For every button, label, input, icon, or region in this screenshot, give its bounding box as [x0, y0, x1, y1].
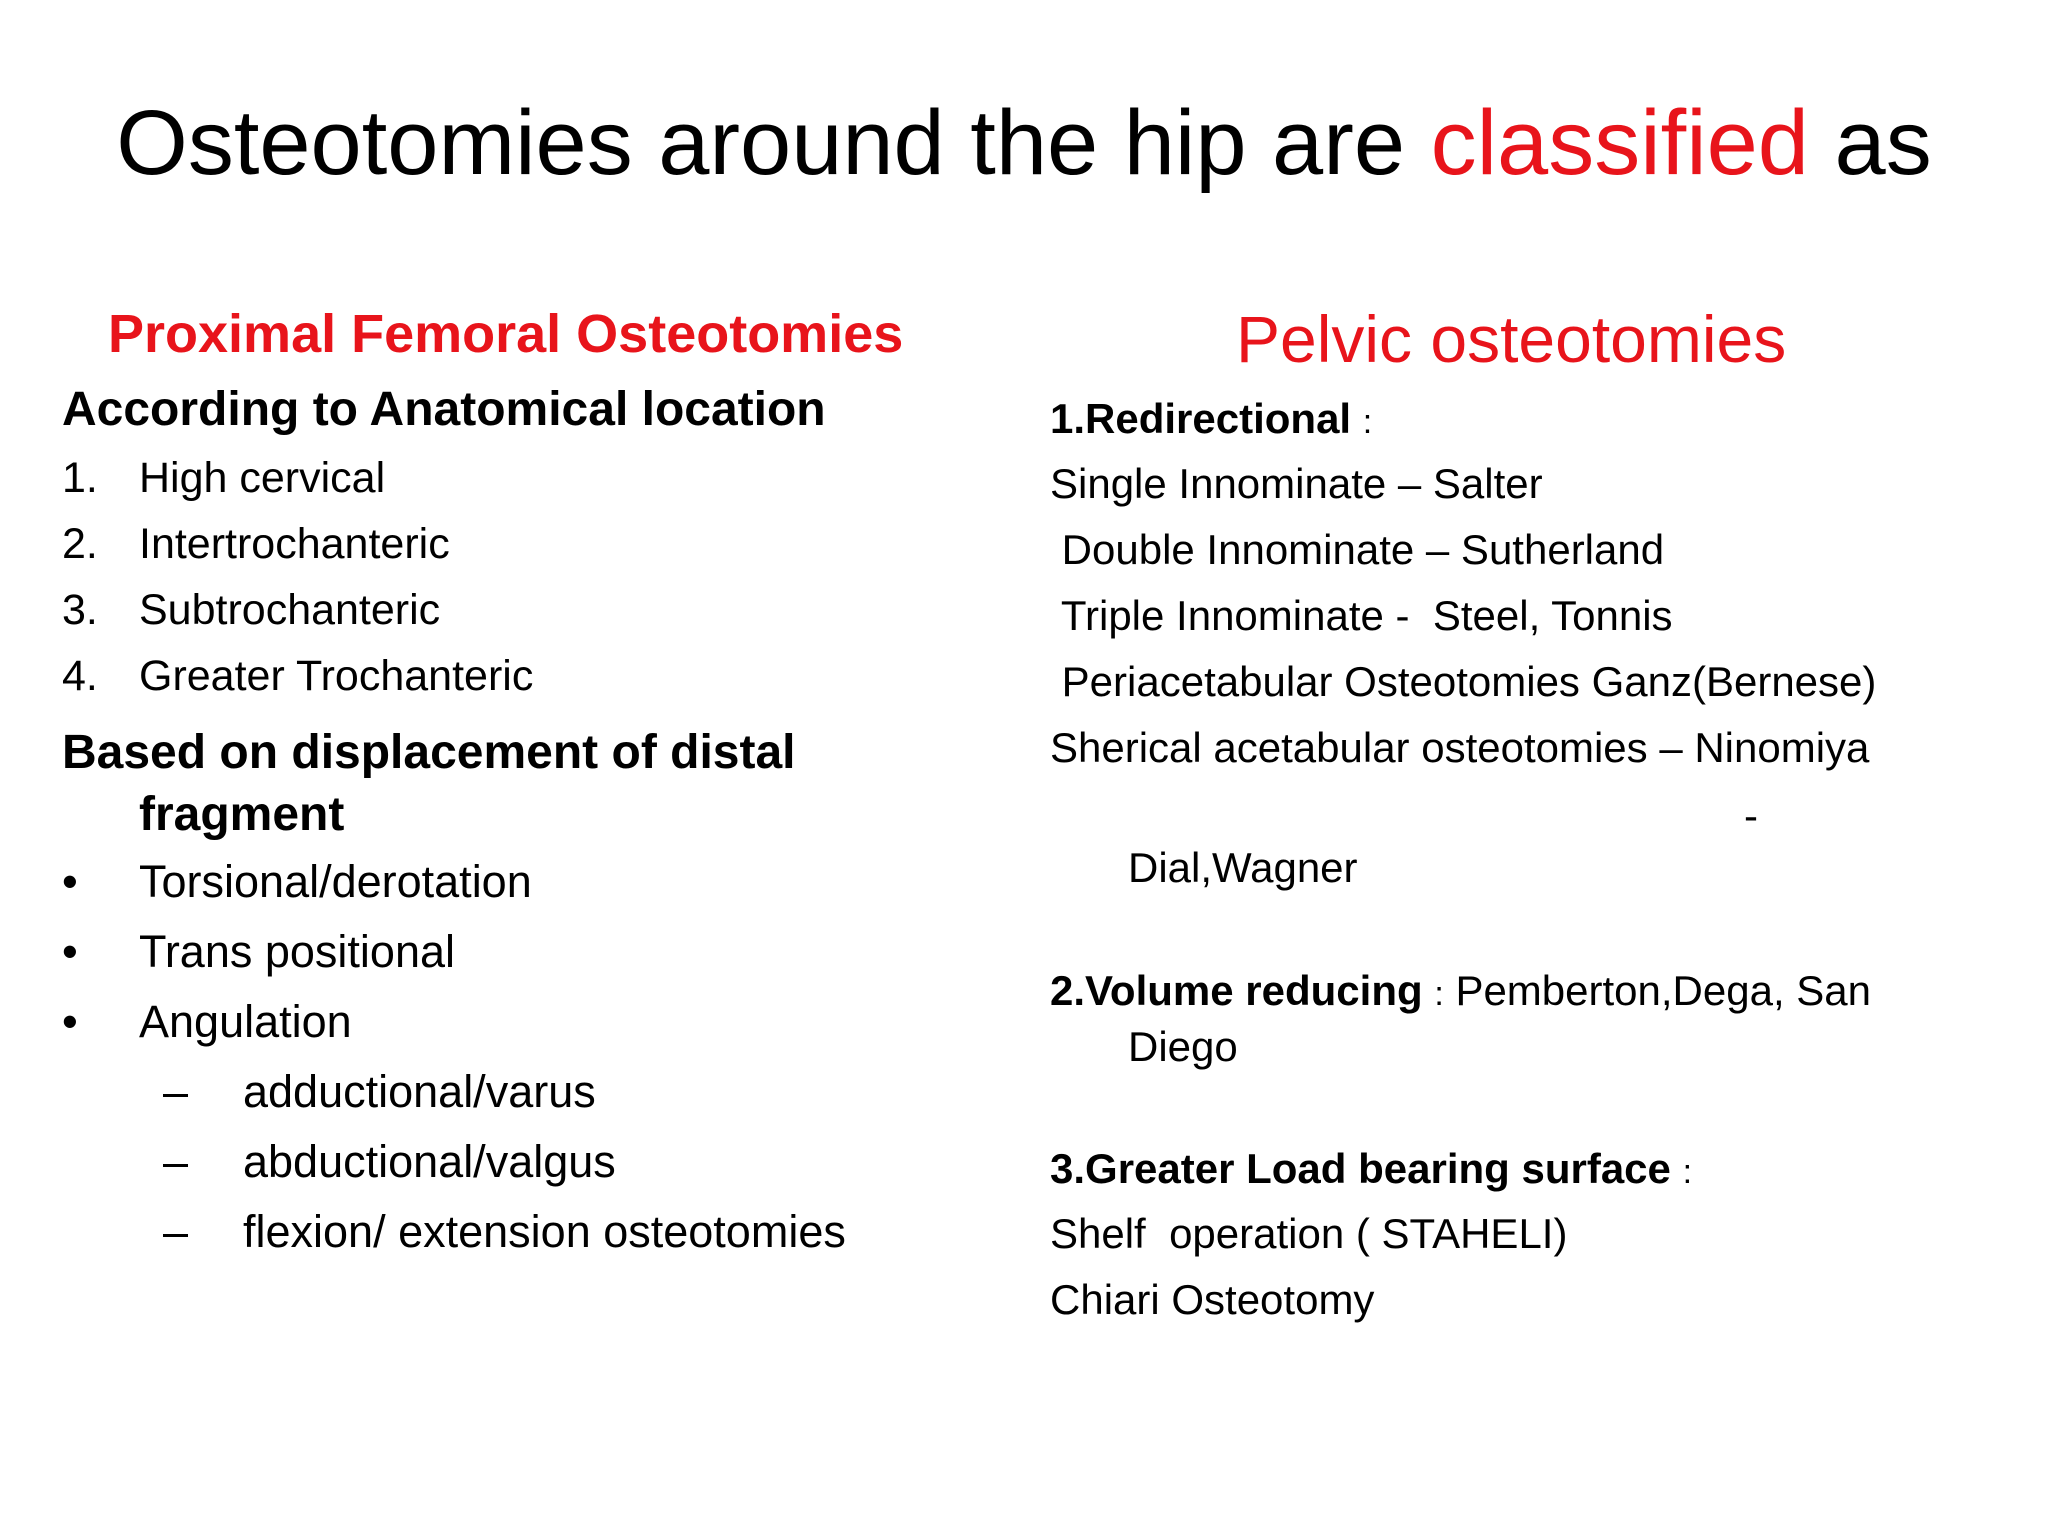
list-item-text: Greater Trochanteric — [139, 652, 534, 700]
bullet-item — [62, 856, 962, 908]
load-bearing-line: Chiari Osteotomy — [1050, 1276, 1375, 1323]
redirectional-dash: - — [1744, 792, 1758, 839]
dash-marker: – — [163, 1066, 189, 1117]
bullet-marker: • — [62, 996, 78, 1047]
redirectional-line: Triple Innominate - Steel, Tonnis — [1050, 592, 1673, 639]
bullet-text: Torsional/derotation — [139, 856, 532, 907]
dash-marker: – — [163, 1136, 189, 1187]
redirectional-line: Double Innominate – Sutherland — [1050, 526, 1665, 573]
redirectional-colon: : — [1362, 403, 1373, 441]
list-number: 3. — [62, 586, 98, 634]
load-bearing-heading — [1050, 1143, 1692, 1198]
displacement-heading-line2: fragment — [139, 788, 345, 841]
proximal-femoral-heading: Proximal Femoral Osteotomies — [108, 304, 904, 364]
title-part2: as — [1808, 92, 1932, 194]
redirectional-dial: Dial,Wagner — [1128, 844, 1358, 891]
redirectional-line: Sherical acetabular osteotomies – Ninomiya — [1050, 724, 1870, 771]
load-bearing-line: Shelf operation ( STAHELI) — [1050, 1210, 1568, 1257]
volume-reducing-line — [1050, 965, 1871, 1020]
list-item — [62, 584, 962, 636]
volume-reducing-text: Pemberton,Dega, San — [1455, 967, 1872, 1014]
list-item — [62, 518, 962, 570]
sub-item — [163, 1206, 1063, 1258]
list-number: 4. — [62, 652, 98, 700]
bullet-item — [62, 926, 962, 978]
sub-item-text: adductional/varus — [243, 1066, 596, 1117]
displacement-heading — [62, 722, 796, 846]
load-bearing-label: 3.Greater Load bearing surface — [1050, 1145, 1671, 1192]
pelvic-osteotomies-heading: Pelvic osteotomies — [1236, 302, 1787, 376]
sub-item-text: abductional/valgus — [243, 1136, 616, 1187]
list-number: 1. — [62, 454, 98, 502]
dash-marker: – — [163, 1206, 189, 1257]
sub-item-text: flexion/ extension osteotomies — [243, 1206, 846, 1257]
list-item — [62, 650, 962, 702]
title-part1: Osteotomies around the hip are — [116, 92, 1431, 194]
bullet-marker: • — [62, 856, 78, 907]
list-item-text: Intertrochanteric — [139, 520, 450, 568]
list-number: 2. — [62, 520, 98, 568]
displacement-heading-line1: Based on displacement of distal — [62, 726, 796, 779]
redirectional-label: 1.Redirectional — [1050, 395, 1352, 442]
redirectional-line: Periacetabular Osteotomies Ganz(Bernese) — [1050, 658, 1877, 705]
sub-item — [163, 1136, 1063, 1188]
bullet-text: Angulation — [139, 996, 352, 1047]
title-highlight: classified — [1430, 92, 1809, 194]
volume-reducing-label: 2.Volume reducing — [1050, 967, 1423, 1014]
volume-reducing-cont: Diego — [1128, 1023, 1238, 1070]
redirectional-line: Single Innominate – Salter — [1050, 460, 1543, 507]
list-item-text: High cervical — [139, 454, 386, 502]
bullet-item — [62, 996, 962, 1048]
load-bearing-colon: : — [1682, 1153, 1693, 1191]
bullet-text: Trans positional — [139, 926, 455, 977]
slide-title — [0, 88, 2048, 198]
redirectional-heading — [1050, 393, 1372, 448]
volume-reducing-colon: : — [1434, 975, 1444, 1013]
list-item — [62, 452, 962, 504]
list-item-text: Subtrochanteric — [139, 586, 441, 634]
sub-item — [163, 1066, 1063, 1118]
anatomical-location-heading: According to Anatomical location — [62, 383, 826, 436]
bullet-marker: • — [62, 926, 78, 977]
